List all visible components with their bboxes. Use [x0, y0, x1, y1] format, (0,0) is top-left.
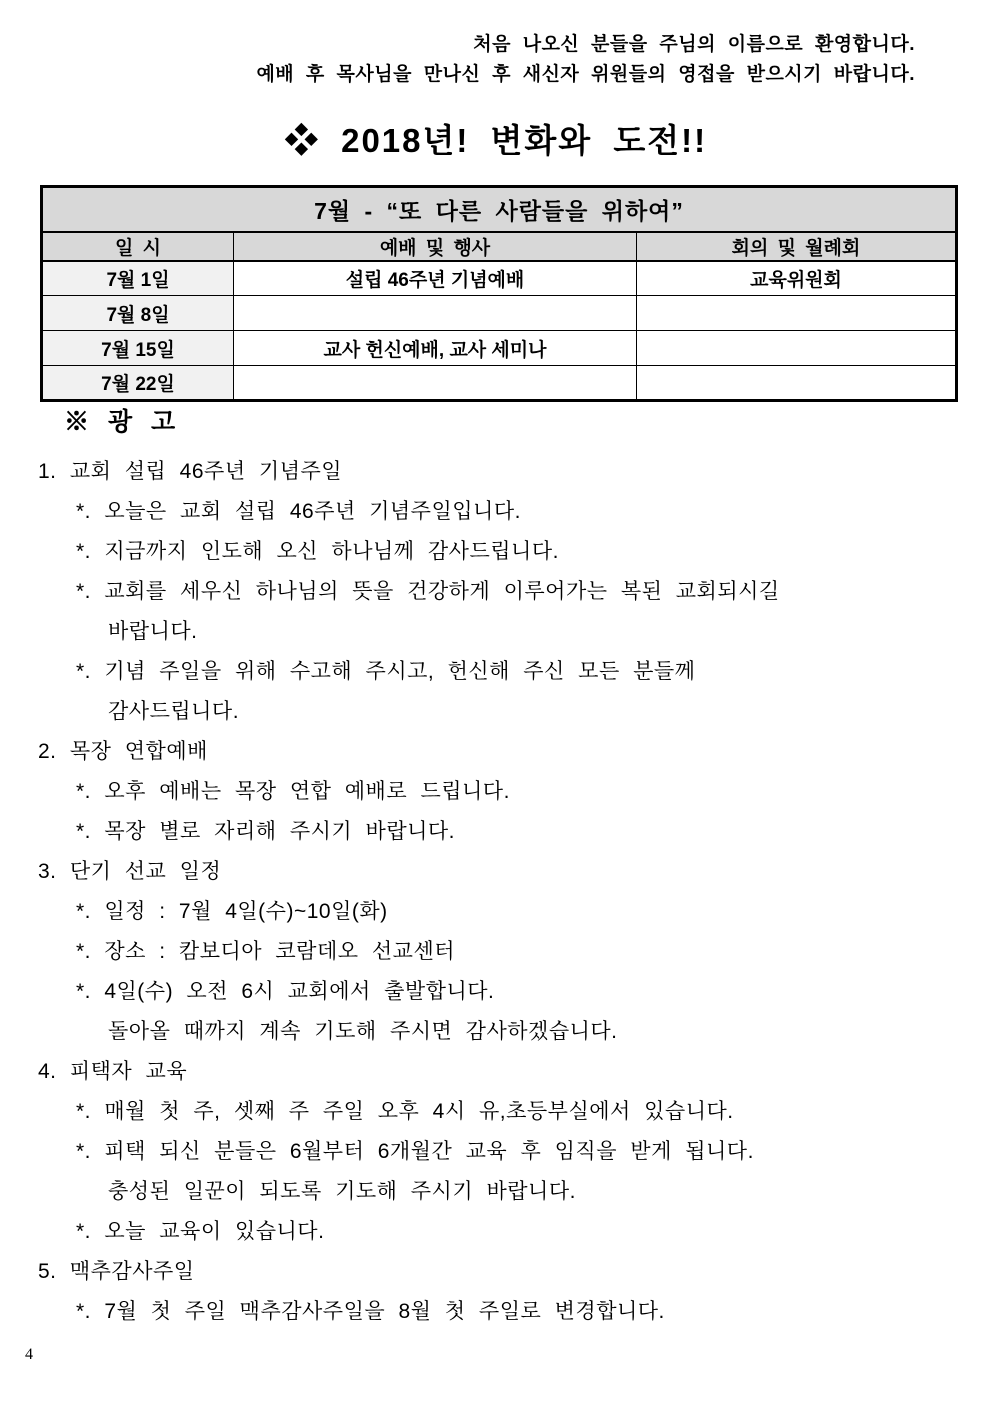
announcement-sub-line: *. 장소 : 캄보디아 코람데오 선교센터 [76, 940, 456, 963]
cell-meeting [637, 366, 957, 401]
item-title-text: 목장 연합예배 [69, 740, 208, 763]
announcement-sub-line: *. 오늘은 교회 설립 46주년 기념주일입니다. [76, 500, 521, 523]
table-caption-row [42, 187, 957, 232]
announcement-continuation-line: 감사드립니다. [108, 700, 240, 723]
cell-meeting: 교육위원회 [637, 261, 957, 296]
item-number: 5. [38, 1260, 57, 1283]
announcement-item-title [0, 852, 992, 892]
cell-event [234, 366, 637, 401]
item-number: 3. [38, 860, 57, 883]
page-number: 4 [25, 1346, 33, 1363]
announcement-sub-line: *. 7월 첫 주일 맥추감사주일을 8월 첫 주일로 변경합니다. [76, 1300, 665, 1323]
announcement-sub-line: *. 오늘 교육이 있습니다. [76, 1220, 325, 1243]
item-title-text: 피택자 교육 [69, 1060, 188, 1083]
cell-date: 7월 8일 [42, 296, 234, 331]
item-number: 1. [38, 460, 57, 483]
table-header-row [42, 232, 957, 261]
announcement-sub-line: *. 지금까지 인도해 오신 하나님께 감사드립니다. [76, 540, 559, 563]
announcement-sub-line: *. 일정 : 7월 4일(수)~10일(화) [76, 900, 388, 923]
item-title-text: 맥추감사주일 [69, 1260, 195, 1283]
announcement-sub-line: *. 교회를 세우신 하나님의 뜻을 건강하게 이루어가는 복된 교회되시길 [76, 580, 780, 603]
welcome-message [256, 30, 915, 90]
announcement-item-title [0, 732, 992, 772]
announcement-continuation-line: 돌아올 때까지 계속 기도해 주시면 감사하겠습니다. [108, 1020, 618, 1043]
cell-event: 교사 헌신예배, 교사 세미나 [234, 331, 637, 366]
announcement-item-title [0, 1252, 992, 1292]
table-caption: 7월 - “또 다른 사람들을 위하여” [42, 187, 957, 232]
cell-meeting [637, 331, 957, 366]
welcome-line-1: 처음 나오신 분들을 주님의 이름으로 환영합니다. [473, 34, 915, 55]
item-title-text: 단기 선교 일정 [69, 860, 222, 883]
table-row [42, 331, 957, 366]
announcement-sub-line: *. 4일(수) 오전 6시 교회에서 출발합니다. [76, 980, 495, 1003]
item-number: 2. [38, 740, 57, 763]
announcement-continuation-line: 바랍니다. [108, 620, 198, 643]
announcement-sub-line: *. 기념 주일을 위해 수고해 주시고, 헌신해 주신 모든 분들께 [76, 660, 696, 683]
cell-meeting [637, 296, 957, 331]
cell-date: 7월 1일 [42, 261, 234, 296]
schedule-table-container [40, 185, 955, 402]
column-header-meeting: 회의 및 월례회 [637, 232, 957, 261]
announcement-sub-line: *. 오후 예배는 목장 연합 예배로 드립니다. [76, 780, 510, 803]
table-row [42, 296, 957, 331]
cell-event [234, 296, 637, 331]
item-number: 4. [38, 1060, 57, 1083]
cell-event: 설립 46주년 기념예배 [234, 261, 637, 296]
column-header-date: 일 시 [42, 232, 234, 261]
announcement-sub-line: *. 매월 첫 주, 셋째 주 주일 오후 4시 유,초등부실에서 있습니다. [76, 1100, 734, 1123]
cell-date: 7월 15일 [42, 331, 234, 366]
welcome-line-2: 예배 후 목사님을 만나신 후 새신자 위원들의 영접을 받으시기 바랍니다. [256, 64, 915, 85]
table-row [42, 366, 957, 401]
cell-date: 7월 22일 [42, 366, 234, 401]
announcement-item-title [0, 1052, 992, 1092]
page-title: ❖ 2018년! 변화와 도전!! [284, 122, 708, 159]
announcement-item-title [0, 452, 992, 492]
announcement-sub-line: *. 피택 되신 분들은 6월부터 6개월간 교육 후 임직을 받게 됩니다. [76, 1140, 754, 1163]
announcements-heading: ※ 광 고 [64, 408, 182, 436]
table-row [42, 261, 957, 296]
schedule-table [40, 185, 958, 402]
item-title-text: 교회 설립 46주년 기념주일 [69, 460, 343, 483]
announcement-continuation-line: 충성된 일꾼이 되도록 기도해 주시기 바랍니다. [108, 1180, 576, 1203]
announcements-section [0, 402, 992, 1332]
announcement-sub-line: *. 목장 별로 자리해 주시기 바랍니다. [76, 820, 456, 843]
column-header-event: 예배 및 행사 [234, 232, 637, 261]
